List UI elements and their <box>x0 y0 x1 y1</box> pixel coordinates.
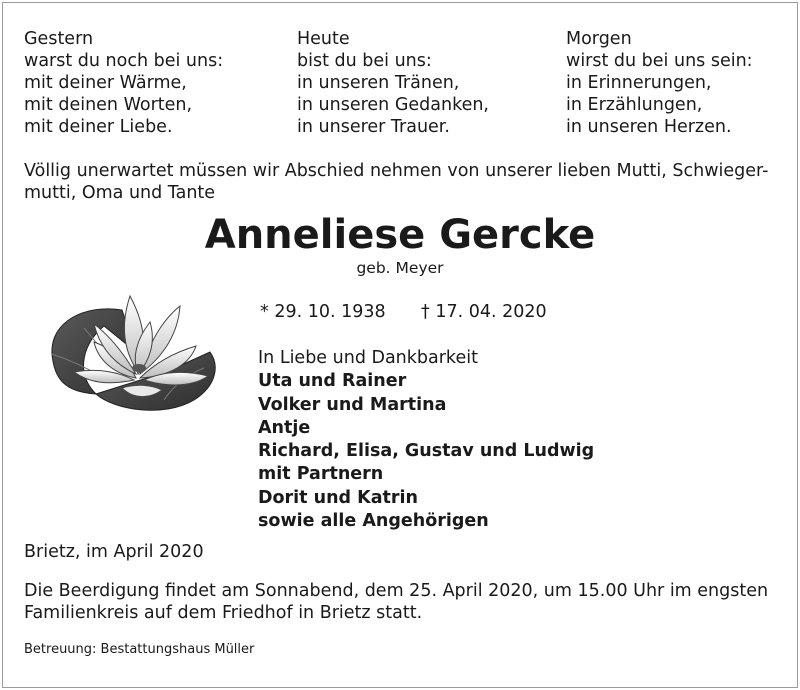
water-lily-image <box>44 282 224 422</box>
poem-column-tomorrow <box>566 28 753 138</box>
mourner-name: Dorit und Katrin <box>258 487 418 508</box>
poem-line: Morgen <box>566 29 632 49</box>
place-date: Brietz, im April 2020 <box>24 542 204 562</box>
birth-name: geb. Meyer <box>356 259 444 277</box>
poem-line: in unserer Trauer. <box>297 117 450 137</box>
poem-line: Heute <box>297 29 350 49</box>
mourner-name: mit Partnern <box>258 464 384 485</box>
poem-line: in Erzählungen, <box>566 95 703 115</box>
mourner-name: Uta und Rainer <box>258 371 407 392</box>
poem-line: in unseren Herzen. <box>566 117 732 137</box>
mourners-block <box>258 347 594 533</box>
poem-column-yesterday <box>24 28 223 138</box>
funeral-info <box>24 580 768 624</box>
poem-line: mit deiner Liebe. <box>24 117 173 137</box>
intro-text <box>24 160 784 204</box>
mourner-name: Richard, Elisa, Gustav und Ludwig <box>258 441 595 462</box>
poem-line: in unseren Tränen, <box>297 73 460 93</box>
poem-line: in Erinnerungen, <box>566 73 712 93</box>
poem-column-today <box>297 28 489 138</box>
mourner-name: sowie alle Angehörigen <box>258 511 489 532</box>
poem-line: Gestern <box>24 29 94 49</box>
mourner-name: Antje <box>258 417 311 438</box>
poem-line: in unseren Gedanken, <box>297 95 489 115</box>
deceased-name: Anneliese Gercke <box>204 212 596 258</box>
poem-line: bist du bei uns: <box>297 51 432 71</box>
intro-line: mutti, Oma und Tante <box>24 183 216 203</box>
funeral-home-credit: Betreuung: Bestattungshaus Müller <box>24 642 255 657</box>
funeral-line: Familienkreis auf dem Friedhof in Brietz statt. <box>24 603 423 623</box>
birth-date: * 29. 10. 1938 <box>260 302 386 322</box>
death-date: † 17. 04. 2020 <box>421 302 547 322</box>
poem-line: wirst du bei uns sein: <box>566 51 753 71</box>
mourners-lead: In Liebe und Dankbarkeit <box>258 348 478 368</box>
poem-line: warst du noch bei uns: <box>24 51 224 71</box>
poem-line: mit deinen Worten, <box>24 95 193 115</box>
poem-line: mit deiner Wärme, <box>24 73 187 93</box>
intro-line: Völlig unerwartet müssen wir Abschied nehmen von unserer lieben Mutti, Schwieger- <box>24 161 769 181</box>
mourner-name: Volker und Martina <box>258 394 447 415</box>
funeral-line: Die Beerdigung findet am Sonnabend, dem 25. April 2020, um 15.00 Uhr im engsten <box>24 581 769 601</box>
